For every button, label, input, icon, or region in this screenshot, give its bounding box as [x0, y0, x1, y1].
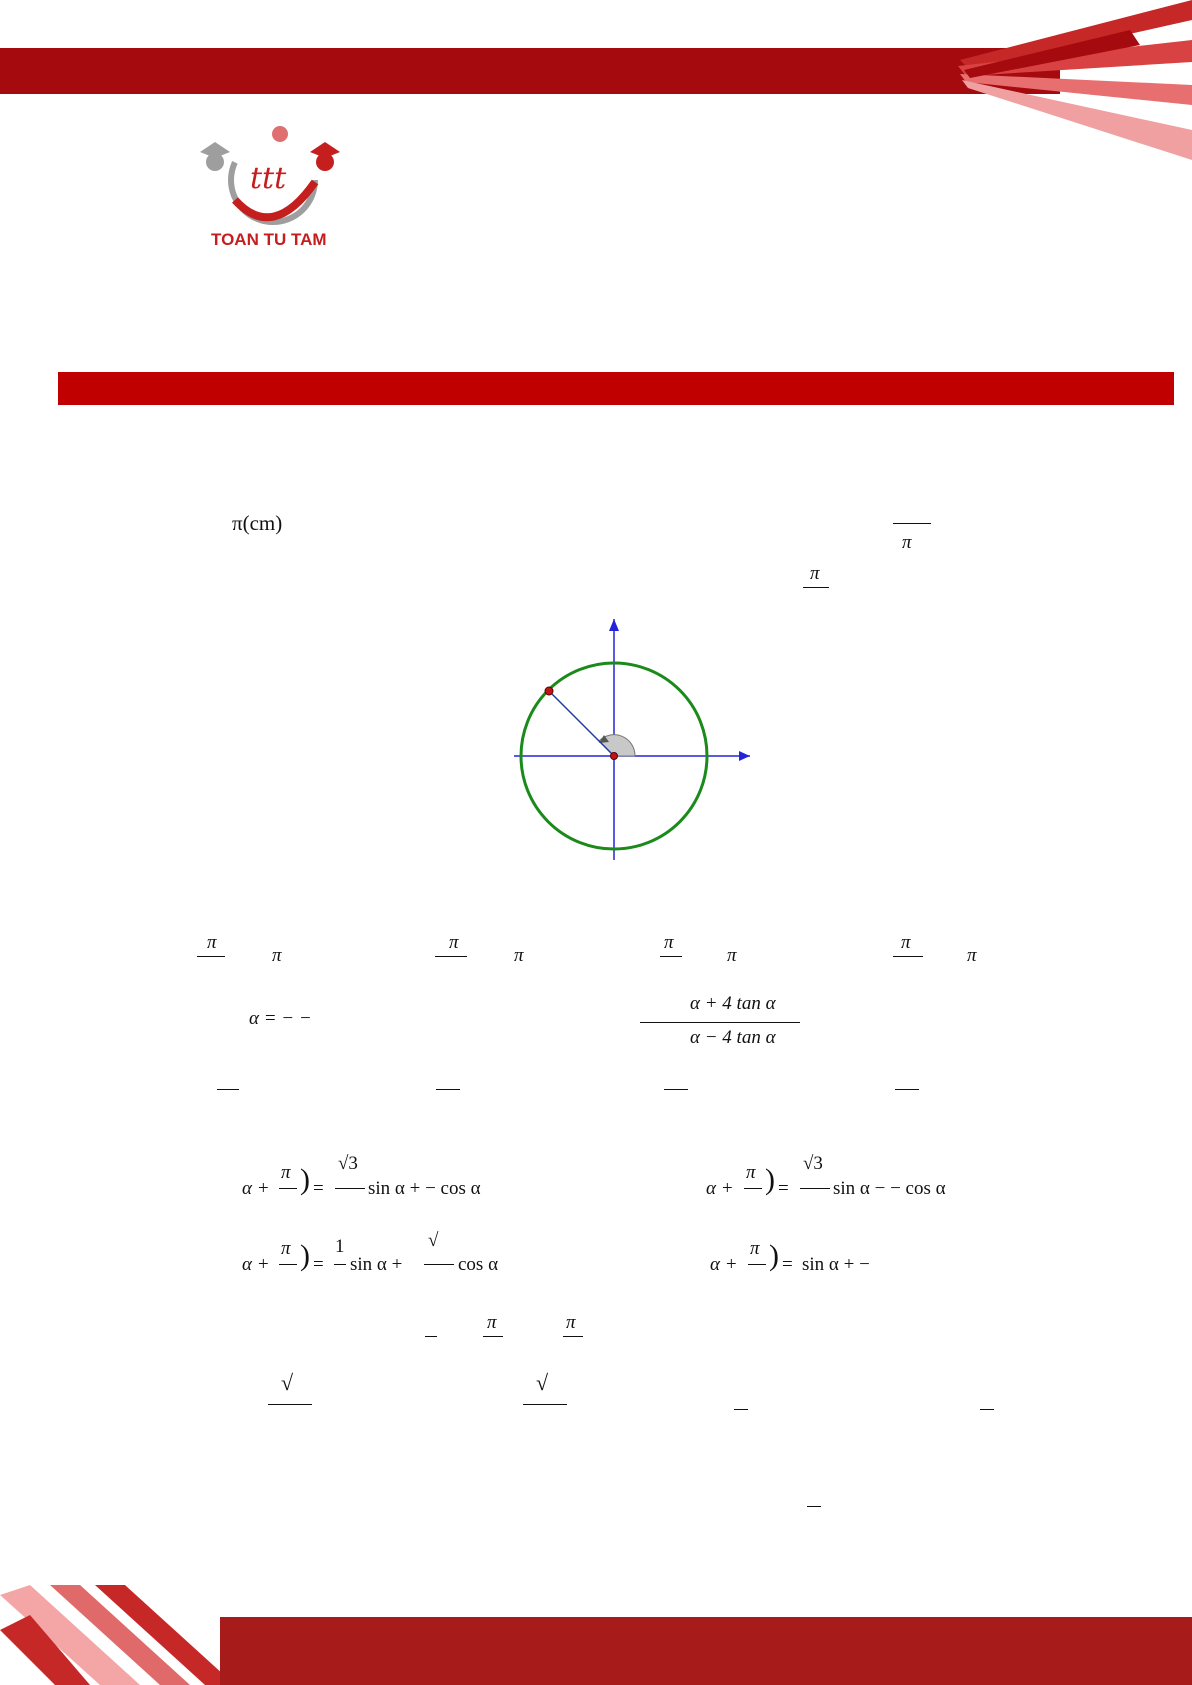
- q3-c-bar1: [279, 1264, 297, 1265]
- q3-c-eq: =: [313, 1254, 324, 1275]
- q1-option-b-bar: [435, 956, 467, 957]
- q3-b-paren: ): [765, 1163, 775, 1196]
- unit-circle-figure: [510, 615, 760, 865]
- q3-a-rest: sin α + − cos α: [368, 1178, 481, 1199]
- origin-point: [611, 753, 618, 760]
- q3-b-rest: sin α − − cos α: [833, 1178, 946, 1199]
- logo-text: TOAN TU TAM: [211, 230, 327, 249]
- q1-pi-b: π: [810, 563, 820, 584]
- q3-d-rest: sin α + −: [802, 1254, 870, 1275]
- q3-b-lhs: α +: [706, 1178, 734, 1199]
- q4-option-b-bar: [523, 1404, 567, 1405]
- q4-bar-a: [425, 1336, 437, 1337]
- q1-fraction-bar-a: [893, 523, 931, 524]
- q2-option-c-bar: [664, 1089, 688, 1090]
- q3-a-coef: √3: [338, 1153, 358, 1174]
- q1-option-a-bar: [197, 956, 225, 957]
- q4-pi-a: π: [487, 1312, 497, 1333]
- q3-a-bar2: [335, 1188, 365, 1189]
- q1-option-b-tail: π: [514, 945, 524, 966]
- q1-option-a-num: π: [207, 932, 217, 953]
- q3-c-bar2: [334, 1264, 346, 1265]
- q3-c-lhs: α +: [242, 1254, 270, 1275]
- q1-option-d-bar: [893, 956, 923, 957]
- q3-c-root: √: [428, 1230, 439, 1251]
- q1-unit-expression: π(cm): [232, 511, 283, 535]
- q1-option-d-num: π: [901, 932, 911, 953]
- q3-a-eq: =: [313, 1178, 324, 1199]
- q2-denominator: α − 4 tan α: [690, 1027, 776, 1048]
- q3-c-bar3: [424, 1264, 454, 1265]
- q3-c-one: 1: [335, 1236, 345, 1257]
- q3-c-tail: cos α: [458, 1254, 499, 1275]
- q3-a-bar1: [279, 1188, 297, 1189]
- q3-d-pi: π: [750, 1238, 760, 1259]
- q3-d-paren: ): [769, 1239, 779, 1272]
- q1-pi-a: π: [902, 532, 912, 553]
- q1-option-a-tail: π: [272, 945, 282, 966]
- q4-option-d-bar: [980, 1409, 994, 1410]
- q4-pi-b: π: [566, 1312, 576, 1333]
- q3-c-pi: π: [281, 1238, 291, 1259]
- q4-bar-c: [563, 1336, 583, 1337]
- q1-fraction-bar-b: [803, 587, 829, 588]
- logo-emblem: [195, 122, 345, 232]
- q3-b-pi: π: [746, 1162, 756, 1183]
- q1-option-b-num: π: [449, 932, 459, 953]
- q3-d-lhs: α +: [710, 1254, 738, 1275]
- q3-d-bar1: [748, 1264, 766, 1265]
- logo-monogram: ttt: [250, 161, 287, 196]
- section-title-band: [58, 372, 1174, 405]
- q4-bar-b: [483, 1336, 503, 1337]
- q2-option-a-bar: [217, 1089, 239, 1090]
- q4-option-a-root: √: [281, 1370, 294, 1395]
- point-on-circle: [545, 687, 553, 695]
- q2-fraction-bar: [640, 1022, 800, 1023]
- q3-a-pi: π: [281, 1162, 291, 1183]
- q4-option-c-bar: [734, 1409, 748, 1410]
- header-ribbon-decoration: [900, 0, 1192, 170]
- footer-band: [220, 1617, 1192, 1685]
- q2-given: α = − −: [249, 1008, 312, 1029]
- q2-numerator: α + 4 tan α: [690, 993, 776, 1014]
- q1-option-d-tail: π: [967, 945, 977, 966]
- q2-option-d-bar: [895, 1089, 919, 1090]
- q2-option-b-bar: [436, 1089, 460, 1090]
- q4-option-b-root: √: [536, 1370, 549, 1395]
- q3-b-bar1: [744, 1188, 762, 1189]
- radius-segment: [549, 691, 614, 756]
- q5-bar: [807, 1506, 821, 1507]
- q3-c-paren: ): [300, 1239, 310, 1272]
- q3-a-lhs: α +: [242, 1178, 270, 1199]
- q1-option-c-tail: π: [727, 945, 737, 966]
- q3-a-paren: ): [300, 1163, 310, 1196]
- q3-c-mid: sin α +: [350, 1254, 403, 1275]
- q1-option-c-bar: [660, 956, 682, 957]
- q3-b-bar2: [800, 1188, 830, 1189]
- q3-b-eq: =: [778, 1178, 789, 1199]
- q1-option-c-num: π: [664, 932, 674, 953]
- q3-b-coef: √3: [803, 1153, 823, 1174]
- q4-option-a-bar: [268, 1404, 312, 1405]
- q3-d-eq: =: [782, 1254, 793, 1275]
- x-axis-arrow-icon: [739, 751, 750, 761]
- y-axis-arrow-icon: [609, 619, 619, 631]
